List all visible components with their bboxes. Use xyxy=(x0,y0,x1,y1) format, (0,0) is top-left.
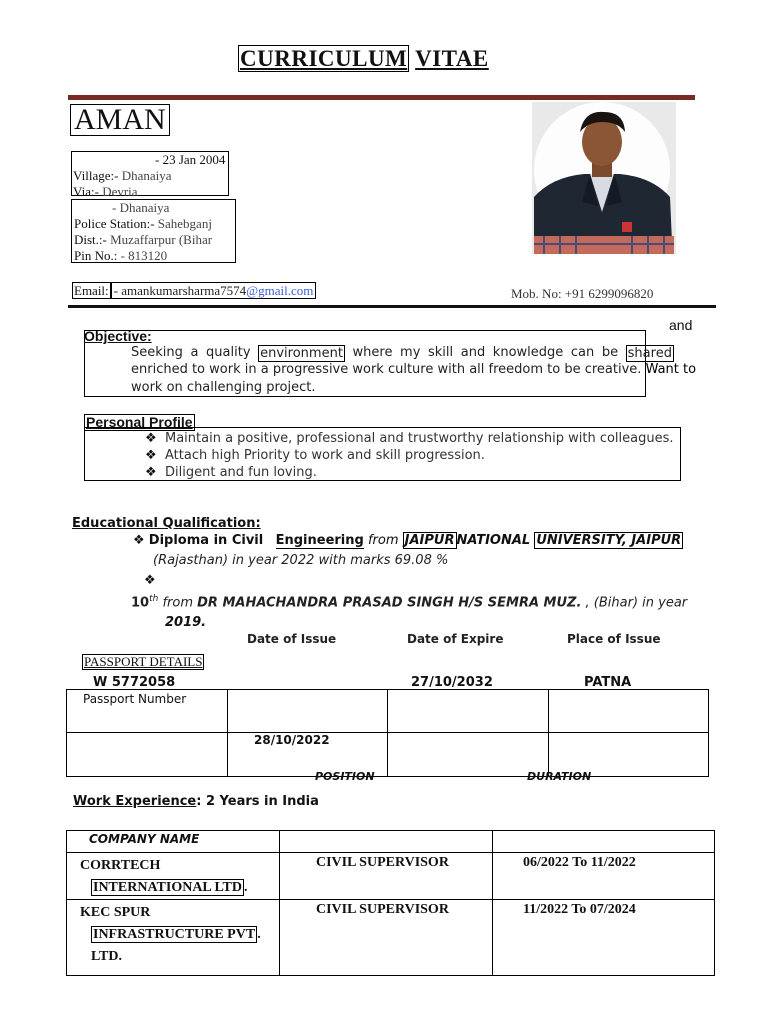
profile-item xyxy=(145,431,674,446)
profile-heading: Personal Profile xyxy=(86,414,193,430)
diploma-city: JAIPUR xyxy=(404,533,455,548)
email-label: Email: xyxy=(74,283,109,298)
objective-word: Seeking xyxy=(131,345,183,360)
table-row xyxy=(67,733,709,777)
tenth-year: 2019. xyxy=(165,615,207,630)
company-line-3: LTD. xyxy=(91,949,123,964)
tenth-school: DR MAHACHANDRA PRASAD SINGH H/S SEMRA MUZ. xyxy=(197,595,582,611)
objective-line-2 xyxy=(131,362,696,377)
objective-word: quality xyxy=(206,345,251,360)
tenth-sup: th xyxy=(149,594,159,604)
bullet-icon: ❖ xyxy=(145,431,157,446)
bullet-icon: ❖ xyxy=(145,465,157,480)
police-value: Sahebganj xyxy=(157,216,212,231)
objective-line-2-tail: Want to xyxy=(641,362,697,377)
title-word-curriculum: CURRICULUM xyxy=(240,46,408,71)
objective-word: where xyxy=(352,345,393,360)
company-line-1: KEC SPUR xyxy=(80,905,151,920)
profile-item xyxy=(145,465,317,480)
company-line-2 xyxy=(80,924,279,946)
passport-number: W 5772058 xyxy=(93,675,176,690)
mobile-number: Mob. No: +91 6299096820 xyxy=(511,286,654,301)
via-label: Via:- xyxy=(73,184,99,199)
dist-value: Muzaffarpur (Bihar xyxy=(110,232,213,247)
table-cell xyxy=(388,690,549,733)
candidate-name: AMAN xyxy=(70,104,170,136)
education-tenth xyxy=(131,594,687,610)
objective-heading: Objective: xyxy=(84,328,152,344)
passport-heading: PASSPORT DETAILS xyxy=(84,654,203,669)
objective-word: knowledge xyxy=(492,345,564,360)
passport-col-issue: Date of Issue xyxy=(247,632,337,646)
dob-line: - 23 Jan 2004 xyxy=(155,152,226,167)
company-head: COMPANY NAME xyxy=(67,831,280,853)
objective-word: environment xyxy=(260,346,343,361)
position-cell: CIVIL SUPERVISOR xyxy=(280,853,493,900)
pin-label: Pin No.: xyxy=(74,248,118,263)
work-table xyxy=(66,830,715,976)
tenth-from: from xyxy=(158,595,198,611)
passport-col-place: Place of Issue xyxy=(567,632,661,646)
contact-divider xyxy=(68,305,716,308)
address-block-2 xyxy=(71,199,236,263)
company-line-2-text: INFRASTRUCTURE PVT xyxy=(93,927,256,942)
bullet-icon: ❖ xyxy=(144,573,156,588)
title-word-vitae: VITAE xyxy=(415,46,489,71)
work-col-position: POSITION xyxy=(315,770,375,783)
objective-word: skill xyxy=(428,345,454,360)
profile-item-text: Attach high Priority to work and skill progression. xyxy=(165,448,485,463)
passport-issue-cell: 28/10/2022 xyxy=(228,733,388,777)
title-divider xyxy=(68,95,695,100)
company-cell xyxy=(67,900,280,976)
document-title xyxy=(238,46,489,72)
village-label: Village:- xyxy=(73,168,119,183)
work-col-duration: DURATION xyxy=(527,770,592,783)
table-row xyxy=(67,900,715,976)
objective-word: and xyxy=(460,345,486,360)
education-diploma xyxy=(133,533,706,548)
objective-word: a xyxy=(190,345,199,360)
bullet-icon: ❖ xyxy=(145,448,157,463)
village-value: Dhanaiya xyxy=(121,168,172,183)
position-cell: CIVIL SUPERVISOR xyxy=(280,900,493,976)
police-line xyxy=(74,216,235,232)
diploma-from: from xyxy=(367,533,399,548)
stray-text: and xyxy=(669,317,693,333)
company-line-2-text: INTERNATIONAL LTD xyxy=(93,880,242,895)
pin-line xyxy=(74,248,235,264)
table-cell xyxy=(388,733,549,777)
company-cell xyxy=(67,853,280,900)
bullet-icon: ❖ xyxy=(133,533,145,548)
objective-word: my xyxy=(400,345,421,360)
profile-item-text: Maintain a positive, professional and trustworthy relationship with colleagues. xyxy=(165,431,674,446)
diploma-details: (Rajasthan) in year 2022 with marks 69.08 % xyxy=(153,553,449,568)
work-heading-tail: : 2 Years in India xyxy=(196,794,319,809)
company-line-2-tail: . xyxy=(244,880,248,895)
table-cell xyxy=(549,690,709,733)
profile-item xyxy=(145,448,485,463)
tenth-number: 10 xyxy=(131,595,150,611)
pin-value: - 813120 xyxy=(120,248,168,263)
education-heading: Educational Qualification: xyxy=(72,516,261,531)
address-block-1 xyxy=(71,151,229,199)
email-line xyxy=(72,283,316,299)
email-domain: @gmail.com xyxy=(246,283,314,298)
dist-label: Dist.:- xyxy=(74,232,107,247)
profile-item-text: Diligent and fun loving. xyxy=(165,465,317,480)
sub-line: - Dhanaiya xyxy=(112,200,170,215)
via-line xyxy=(73,184,228,200)
objective-line-2-main: enriched to work in a progressive work culture with all freedom to be creative. xyxy=(131,362,642,377)
passport-col-expire: Date of Expire xyxy=(407,632,504,646)
tenth-rest: , (Bihar) in year xyxy=(581,595,688,611)
company-line-1: CORRTECH xyxy=(80,858,161,873)
diploma-national: NATIONAL xyxy=(456,533,531,548)
email-link[interactable] xyxy=(111,282,317,299)
passport-expire: 27/10/2032 xyxy=(411,675,493,690)
diploma-university: UNIVERSITY, JAIPUR xyxy=(536,533,682,548)
duration-cell: 06/2022 To 11/2022 xyxy=(493,853,715,900)
diploma-branch: Engineering xyxy=(275,533,364,548)
objective-word: can xyxy=(570,345,595,360)
dist-line xyxy=(74,232,235,248)
objective-word: be xyxy=(601,345,619,360)
passport-table xyxy=(66,689,709,777)
table-cell xyxy=(67,733,228,777)
police-label: Police Station:- xyxy=(74,216,155,231)
profile-photo xyxy=(532,102,676,254)
work-heading-label: Work Experience xyxy=(73,794,197,809)
passport-place: PATNA xyxy=(584,675,632,690)
passport-label-cell: Passport Number xyxy=(67,690,228,733)
email-user: - amankumarsharma7574 xyxy=(113,283,247,298)
objective-line-3: work on challenging project. xyxy=(131,380,316,395)
table-cell xyxy=(280,831,493,853)
table-cell xyxy=(228,690,388,733)
objective-line-1 xyxy=(131,345,674,362)
work-heading xyxy=(73,794,319,809)
table-row xyxy=(67,690,709,733)
table-row xyxy=(67,831,715,853)
via-value: Devria xyxy=(102,184,138,199)
table-row xyxy=(67,853,715,900)
company-line-2-tail: . xyxy=(257,927,261,942)
table-cell xyxy=(493,831,715,853)
diploma-course: Diploma in Civil xyxy=(148,533,264,548)
duration-cell: 11/2022 To 07/2024 xyxy=(493,900,715,976)
village-line xyxy=(73,168,228,184)
company-line-2 xyxy=(80,877,279,899)
objective-word: shared xyxy=(627,346,672,361)
